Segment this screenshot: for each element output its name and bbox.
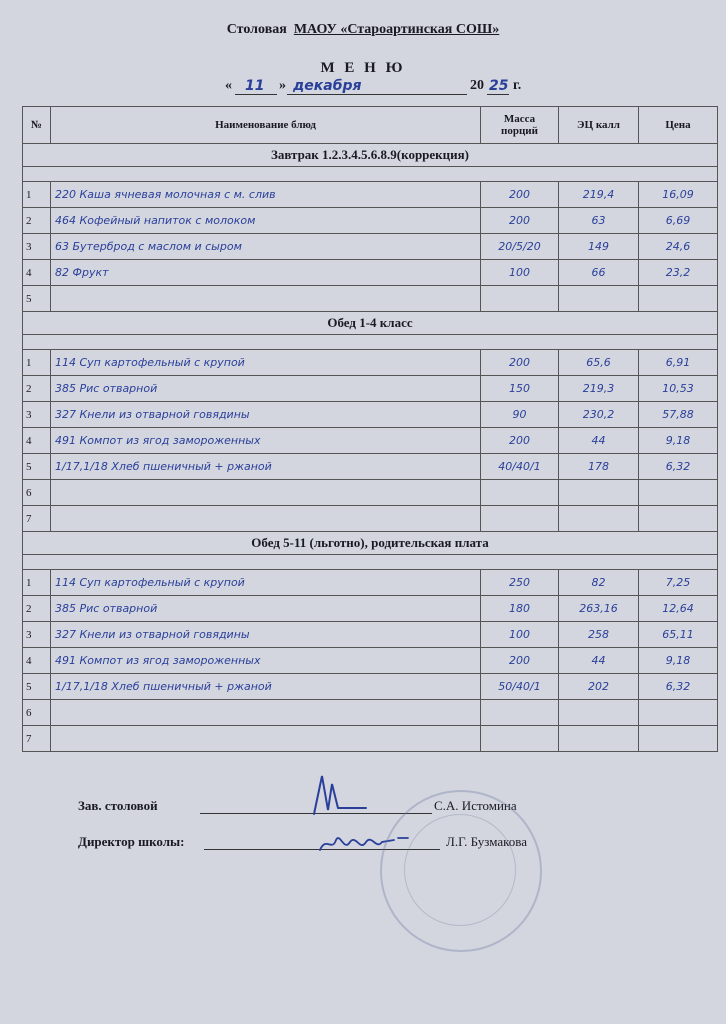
price: [639, 506, 718, 532]
price: 65,11: [639, 622, 718, 648]
portion-mass: 200: [481, 428, 559, 454]
section-title: Обед 5-11 (льготно), родительская плата: [23, 532, 718, 555]
table-row: [23, 208, 718, 234]
price: 9,18: [639, 648, 718, 674]
row-number: 3: [23, 402, 51, 428]
price: 6,91: [639, 350, 718, 376]
dish-name: 327 Кнели из отварной говядины: [51, 622, 481, 648]
table-row: [23, 402, 718, 428]
price: 6,69: [639, 208, 718, 234]
dish-name: 1/17,1/18 Хлеб пшеничный + ржаной: [51, 454, 481, 480]
calories: 44: [559, 428, 639, 454]
portion-mass: 90: [481, 402, 559, 428]
portion-mass: [481, 286, 559, 312]
organization-heading: [0, 22, 726, 38]
date-quote-close: »: [279, 78, 286, 93]
price: 16,09: [639, 182, 718, 208]
calories: 178: [559, 454, 639, 480]
calories: [559, 286, 639, 312]
dish-name: [51, 506, 481, 532]
org-prefix: Столовая: [226, 22, 287, 37]
row-number: 3: [23, 234, 51, 260]
row-number: 1: [23, 350, 51, 376]
calories: 219,3: [559, 376, 639, 402]
section-header-row: [23, 312, 718, 335]
dish-name: [51, 726, 481, 752]
table-row: [23, 596, 718, 622]
dish-name: 327 Кнели из отварной говядины: [51, 402, 481, 428]
calories: [559, 726, 639, 752]
dish-name: 491 Компот из ягод замороженных: [51, 428, 481, 454]
calories: 202: [559, 674, 639, 700]
portion-mass: [481, 506, 559, 532]
price: [639, 480, 718, 506]
calories: 219,4: [559, 182, 639, 208]
section-title: Обед 1-4 класс: [23, 312, 718, 335]
signature-label: Директор школы:: [78, 834, 185, 849]
dish-name: 491 Компот из ягод замороженных: [51, 648, 481, 674]
header-row: [23, 107, 718, 144]
table-row: [23, 286, 718, 312]
table-row: [23, 506, 718, 532]
dish-name: [51, 480, 481, 506]
calories: 44: [559, 648, 639, 674]
org-name: МАОУ «Староартинская СОШ»: [293, 22, 500, 37]
page-title: М Е Н Ю: [320, 60, 406, 76]
column-portion-mass: Масса порций: [481, 107, 559, 144]
calories: 149: [559, 234, 639, 260]
row-number: 6: [23, 480, 51, 506]
row-number: 7: [23, 726, 51, 752]
date-month: декабря: [293, 78, 362, 94]
handwritten-signature: [302, 770, 372, 820]
row-number: 4: [23, 648, 51, 674]
price: 6,32: [639, 454, 718, 480]
price: 9,18: [639, 428, 718, 454]
signature-name: С.А. Истомина: [434, 798, 517, 813]
calories: 63: [559, 208, 639, 234]
menu-table: [22, 106, 718, 752]
row-number: 4: [23, 428, 51, 454]
portion-mass: [481, 700, 559, 726]
dish-name: 385 Рис отварной: [51, 376, 481, 402]
dish-name: [51, 286, 481, 312]
row-number: 5: [23, 674, 51, 700]
portion-mass: 200: [481, 182, 559, 208]
price: 6,32: [639, 674, 718, 700]
section-header-row: [23, 532, 718, 555]
price: 23,2: [639, 260, 718, 286]
row-number: 2: [23, 596, 51, 622]
calories: 263,16: [559, 596, 639, 622]
row-number: 7: [23, 506, 51, 532]
school-stamp: [380, 790, 542, 952]
calories: 65,6: [559, 350, 639, 376]
table-row: [23, 234, 718, 260]
portion-mass: 150: [481, 376, 559, 402]
table-row: [23, 674, 718, 700]
portion-mass: 200: [481, 208, 559, 234]
table-row: [23, 454, 718, 480]
price: 7,25: [639, 570, 718, 596]
portion-mass: [481, 726, 559, 752]
portion-mass: 200: [481, 350, 559, 376]
signature-name: Л.Г. Бузмакова: [446, 834, 528, 849]
price: [639, 286, 718, 312]
table-row: [23, 480, 718, 506]
portion-mass: 100: [481, 260, 559, 286]
date-quote-open: «: [225, 78, 232, 93]
column-number: №: [23, 107, 51, 144]
table-row: [23, 570, 718, 596]
dish-name: 114 Суп картофельный с крупой: [51, 570, 481, 596]
table-row: [23, 700, 718, 726]
calories: [559, 480, 639, 506]
portion-mass: 250: [481, 570, 559, 596]
dish-name: [51, 700, 481, 726]
spacer-cell: [23, 335, 718, 350]
portion-mass: 40/40/1: [481, 454, 559, 480]
price: [639, 700, 718, 726]
date-year-suffix: 25: [489, 78, 509, 94]
table-row: [23, 182, 718, 208]
row-number: 4: [23, 260, 51, 286]
calories: 258: [559, 622, 639, 648]
row-number: 2: [23, 376, 51, 402]
row-number: 2: [23, 208, 51, 234]
signature-label: Зав. столовой: [78, 798, 158, 813]
section-spacer-row: [23, 335, 718, 350]
signature-canteen-head: [78, 798, 638, 818]
date-year-prefix: 20: [470, 78, 484, 93]
calories: [559, 506, 639, 532]
dish-name: 464 Кофейный напиток с молоком: [51, 208, 481, 234]
table-row: [23, 350, 718, 376]
portion-mass: 180: [481, 596, 559, 622]
portion-mass: 50/40/1: [481, 674, 559, 700]
date-year-end: г.: [513, 78, 522, 93]
calories: 82: [559, 570, 639, 596]
price: [639, 726, 718, 752]
portion-mass: [481, 480, 559, 506]
dish-name: 220 Каша ячневая молочная с м. слив: [51, 182, 481, 208]
table-row: [23, 376, 718, 402]
dish-name: 1/17,1/18 Хлеб пшеничный + ржаной: [51, 674, 481, 700]
section-spacer-row: [23, 555, 718, 570]
row-number: 6: [23, 700, 51, 726]
dish-name: 114 Суп картофельный с крупой: [51, 350, 481, 376]
row-number: 3: [23, 622, 51, 648]
table-row: [23, 260, 718, 286]
date-day: 11: [245, 78, 265, 94]
signature-director: [78, 834, 638, 854]
spacer-cell: [23, 167, 718, 182]
price: 57,88: [639, 402, 718, 428]
section-header-row: [23, 144, 718, 167]
row-number: 5: [23, 454, 51, 480]
dish-name: 82 Фрукт: [51, 260, 481, 286]
portion-mass: 200: [481, 648, 559, 674]
spacer-cell: [23, 555, 718, 570]
dish-name: 63 Бутерброд с маслом и сыром: [51, 234, 481, 260]
section-title: Завтрак 1.2.3.4.5.6.8.9(коррекция): [23, 144, 718, 167]
column-calories: ЭЦ калл: [559, 107, 639, 144]
column-dish-name: Наименование блюд: [51, 107, 481, 144]
calories: 230,2: [559, 402, 639, 428]
date-line: [225, 78, 565, 98]
row-number: 1: [23, 570, 51, 596]
table-row: [23, 726, 718, 752]
section-spacer-row: [23, 167, 718, 182]
table-row: [23, 648, 718, 674]
row-number: 5: [23, 286, 51, 312]
dish-name: 385 Рис отварной: [51, 596, 481, 622]
table-row: [23, 622, 718, 648]
portion-mass: 100: [481, 622, 559, 648]
portion-mass: 20/5/20: [481, 234, 559, 260]
calories: [559, 700, 639, 726]
calories: 66: [559, 260, 639, 286]
table-row: [23, 428, 718, 454]
price: 24,6: [639, 234, 718, 260]
row-number: 1: [23, 182, 51, 208]
price: 10,53: [639, 376, 718, 402]
column-price: Цена: [639, 107, 718, 144]
price: 12,64: [639, 596, 718, 622]
